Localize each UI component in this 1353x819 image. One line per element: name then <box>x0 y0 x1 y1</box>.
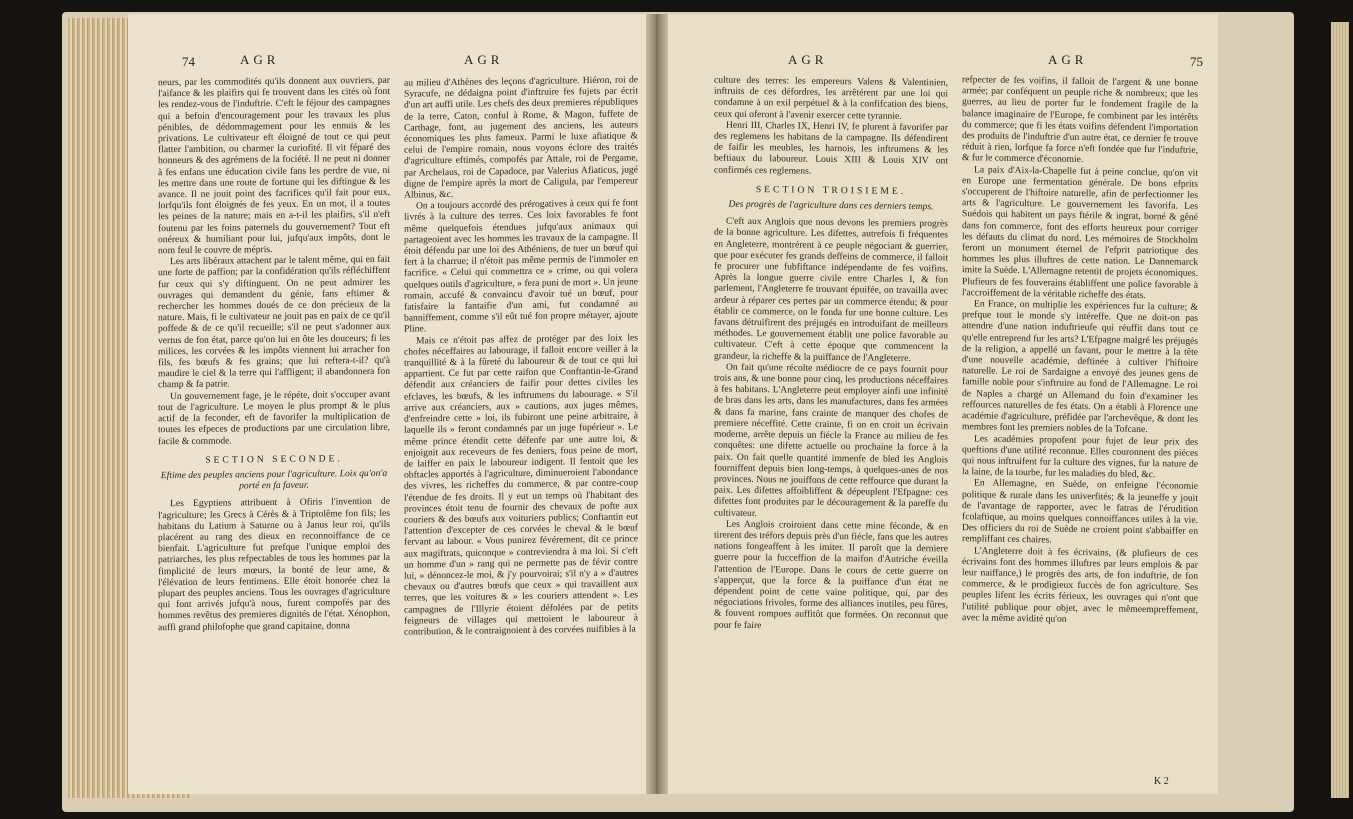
signature-mark: K 2 <box>1154 776 1169 787</box>
page-number-right: 75 <box>1190 54 1203 69</box>
paragraph: L'Angleterre doit à fes écrivains, (& plufieurs de ces écrivains font des hommes illuftres par leurs emplois & par leur naiffance,) le progrès des arts, de fon induftrie, de fon commerce, & le prodigieux fuccès de fon agriculture. Ses peuples lifent les écrits férieux, les ouvrages qui n'ont que l'utilité publique pour objet, avec le mêmeempreffement, avec la même avidité qu'on <box>962 544 1198 625</box>
paragraph: C'eft aux Anglois que nous devons les premiers progrès de la bonne agriculture. Les difettes, autrefois fi fréquentes en Angleterre, montrérent à ce peuple négociant & guerrier, que pour exécuter fes grands deffeins de commerce, il falloit fe procurer une fubfiftance indépendante de fes voifins. Après la longue guerre civile entre Charles I, & fon parlement, l'Angleterre fe trouvant épuifée, on travailla avec ardeur à réparer ces pertes par un commerce étendu; & pour établir ce commerce, on le fonda fur une bonne culture. Les favans détruifirent des préjugés en introduifant de meilleurs méthodes. Le gouvernement établit une police favorable au cultivateur. C'eft à cette époque que commencent la grandeur, la richeffe & la puiffance de l'Angleterre. <box>714 215 948 364</box>
running-head-right-col1: AGR <box>788 52 828 67</box>
right-page-column-1 <box>714 75 948 778</box>
paragraph: refpecter de fes voifins, il falloit de l'argent & une bonne armée; par conféquent un peuple riche & nombreux; que les guerres, au lieu de porter fur le fondement fragile de la balance imaginaire de l'Europe, fe combinent par les intérêts du commerce; que fi les états voifins défendent l'importation des produits de l'induftrie d'un autre état, ce dernier fe trouve réduit à rien, lorfque fa force n'eft fondée que fur l'induftrie, & fur le commerce d'économie. <box>962 74 1198 166</box>
section-heading: SECTION TROISIEME. <box>755 183 907 197</box>
running-head-left-col1: AGR <box>240 52 280 67</box>
paragraph: au milieu d'Athènes des leçons d'agriculture. Hiéron, roi de Syracufe, ne dédaigna point d'inftruire fes fujets par écrit d'un art auffi utile. Les chefs des deux premieres républiques de la terre, Caton, conful à Rome, & Magon, fuffete de Carthage, font, au jugement des anciens, les auteurs économiques les plus fameux. Parmi le luxe afiatique & celui de l'empire romain, nous voyons éclore des traités d'agriculture eftimés, compofés par Attale, roi de Pergame, par Archelaus, roi de Capadoce, par Valerius Afiaticus, jugé digne de l'empire après la mort de Caligula, par l'empereur Albinus, &c. <box>404 74 638 201</box>
paragraph: En Allemagne, en Suède, on enfeigne l'économie politique & rurale dans les univerfités; & la jeuneffe y jouit de l'avantage de rapporter, avec le fatras de l'érudition fcolaftique, au moins quelques connoiffances utiles à la vie. Des officiers du roi de Suède ne croient point s'abbaiffer en rempliffant ces chaires. <box>962 477 1198 546</box>
paragraph: En France, on multiplie les expériences fur la culture; & prefque tout le monde s'y intéreffe. Que ne doit-on pas attendre d'une nation induftrieufe qui réuffit dans tout ce qu'elle entreprend fur les arts? L'Efpagne malgré les préjugés de la religion, a appellé un favant, pour le mettre à la tête d'une nouvelle académie, deftinée à cultiver l'hiftoire naturelle. Le roi de Sardaigne a envoyé des jeunes gens de famille noble pour s'inftruire au fond de l'Allemagne. Le roi de Naples a chargé un Allemand du foin d'examiner les reffources naturelles de fes états. On a établi à Florence une académie d'agriculture, préfidée par l'archevêque, & dont les membres font les premiers nobles de la Tofcane. <box>962 298 1198 436</box>
page-number-left: 74 <box>182 54 195 69</box>
paragraph: Les Anglois croiroient dans cette mine féconde, & en tirerent des tréfors depuis près d'un fiécle, fans que les autres nations fongeaffent à les imiter. Il paroît que la derniere guerre pour la fucceffion de la maifon d'Autriche éveilla l'attention de l'Europe. Dans le cours de cette guerre on s'apperçut, que la force & la puiffance d'un état ne dépendent point de cette vaine politique, qui, par des négociations frivoles, forme des alliances inutiles, peu fûres, & fouvent rompues auffitôt que formées. On reconnut que pour fe faire <box>714 518 948 631</box>
book-gutter <box>646 14 668 794</box>
running-head-left-col2: AGR <box>464 52 504 67</box>
section-subtitle: Eftime des peuples anciens pour l'agriculture. Loix qu'on'a porté en fa faveur. <box>160 467 388 492</box>
right-page-column-2 <box>962 74 1198 770</box>
paragraph: Henri III, Charles IX, Henri IV, fe plurent à favorifer par des reglemens les habitans de la campagne. Ils défendirent de faifir les meubles, les harnois, les inftrumens & les beftiaux du laboureur. Louis XIII & Louis XIV ont confirmés ces reglemens. <box>714 119 948 177</box>
left-page <box>128 14 646 794</box>
paragraph: Mais ce n'étoit pas affez de protéger par des loix les chofes néceffaires au labourage, il falloit encore veiller à la tranquillité & à la fûreté du laboureur & de tout ce qui lui appartient. Ce fut par cette raifon que Conftantin-le-Grand défendit aux créanciers de faifir pour dettes civiles les efclaves, les bœufs, & les inftrumens du labourage. « S'il arrive aux créanciers, aux » cautions, aux juges mêmes, d'enfreindre cette » loi, ils fubiront une peine arbitraire, à laquelle ils » feront condamnés par un juge fupérieur ». Le même prince étendit cette défenfe par une autre loi, & enjoignit aux receveurs de fes deniers, fous peine de mort, de laiffer en paix le laboureur indigent. Il fentoit que les obftacles apportés à l'agriculture, diminueroient l'abondance des vivres, les richeffes du commerce, & par contre-coup l'étendue de fes droits. Il y eut un temps où l'habitant des provinces étoit tenu de fournir des chevaux de pofte aux couriers & des bœufs aux voituriers publics; Conftantin eut l'attention d'excepter de ces corvées le cheval & le bœuf fervant au labour. « Vous punirez févérement, dit ce prince aux magiftrats, quiconque » contreviendra à ma loi. Si c'eft un homme d'un » rang qui ne permette pas de févir contre lui, » dénoncez-le moi, & j'y pourvoirai; s'il n'y a » d'autres chevaux ou d'autres bœufs que ceux » qui travaillent aux terres, que les voitures & » les couriers attendent ». Les campagnes de l'Illyrie étoient défolées par de petits feigneurs de villages qui mettoient le laboureur à contribution, & le contraignoient à des corvées nuifibles à la <box>404 332 638 638</box>
page-edges-right <box>1331 22 1349 798</box>
right-page <box>668 14 1218 794</box>
left-page-column-2 <box>404 74 638 782</box>
paragraph: Les Egyptiens attribuent à Ofiris l'invention de l'agriculture; les Grecs à Cérès & à Triptolême fon fils; les habitans du Latium à Saturne ou à Janus leur roi, qu'ils placérent au rang des dieux en reconnoiffance de ce bienfait. L'agriculture fut prefque l'unique emploi des patriarches, les plus refpectables de tous les hommes par la fimplicité de leurs mœurs, la bonté de leur ame, & l'élévation de leurs fentimens. Elle étoit honorée chez la plupart des peuples anciens. Tous les ouvrages d'agriculture qui font arrivés jufqu'à nous, furent compofés par des hommes revêtus des premieres dignités de l'état. Xénophon, auffi grand philofophe que grand capitaine, donna <box>158 496 390 633</box>
paragraph: Un gouvernement fage, je le répéte, doit s'occuper avant tout de l'agriculture. Le moyen le plus prompt & le plus actif de la feconder, eft de favorifer la multiplication de toutes les efpeces de productions par une circulation libre, facile & commode. <box>158 388 390 447</box>
paragraph: On fait qu'une récolte médiocre de ce pays fournit pour trois ans, & une bonne pour cinq, les productions néceffaires à fes habitans. L'Angleterre peut employer ainfi une infinité de bras dans les arts, dans les manufactures, dans fes armées & dans fa marine, fans crainte de manquer des chofes de premiere néceffité. Cette crainte, fi on en croit un écrivain moderne, arrête depuis un fiécle la France au milieu de fes conquêtes: une difette actuelle ou prochaine la force à la paix. On fait quelle quantité immenfe de bled les Anglois fourniffent depuis bien long-temps, à quelques-unes de nos provinces. Nous ne jouiffons de cette reffource que durant la paix. Les difettes affoibliffent & dépeuplent l'Efpagne: ces difettes font produites par le découragement & la pareffe du cultivateur. <box>714 361 948 519</box>
paragraph: La paix d'Aix-la-Chapelle fut à peine conclue, qu'on vit en Europe une fermentation générale. De bons efprits s'occuperent de l'hiftoire naturelle, afin de perfectionner les arts & l'agriculture. Le gouvernement les favorifa. Les Suédois qui habitent un pays ftérile & ingrat, borné & gêné dans fon commerce, font des efforts heureux pour corriger les défauts du climat du nord. Les mémoires de Stockholm feront un monument éternel de l'efprit patriotique des hommes les plus illuftres de cette nation. Le Dannemarck imite la Suède. L'Allemagne retentit de projets économiques. Plufieurs de fes fouverains établiffent une police favorable à l'accroiffement de la véritable richeffe des états. <box>962 163 1198 301</box>
section-heading: SECTION SECONDE. <box>205 452 343 466</box>
running-head-right-col2: AGR <box>1048 52 1088 67</box>
paragraph: Les arts libéraux attachent par le talent même, qui en fait une forte de paffion; par la confidération qu'ils réfléchiffent fur ceux qui s'y diftinguent. On ne peut admirer les ouvrages qui demandent du génie, fans eftimer & rechercher les hommes doués de ce don précieux de la nature. Mais, fi le cultivateur ne jouit pas en paix de ce qu'il poffede & de ce qu'il recueille; s'il ne peut s'adonner aux vertus de fon état, parce qu'on lui en ôte les douceurs; fi les milices, les corvées & les impôts viennent lui arracher fon fils, fes bœufs & fes grains; que lui reftera-t-il? qu'à maudire le ciel & la terre qui l'affligent; il abandonnera fon champ & fa patrie. <box>158 254 390 391</box>
section-subtitle: Des progrès de l'agriculture dans ces derniers temps. <box>728 198 934 213</box>
left-page-column-1 <box>158 75 390 777</box>
paragraph: neurs, par les commodités qu'ils donnent aux ouvriers, par l'aifance & les plaifirs qui fe trouvent dans les cités où font les rendez-vous de l'induftrie. C'eft le féjour des campagnes qui a befoin d'encouragement pour les travaux les plus pénibles, de dédommagement pour les ennuis & les privations. Le cultivateur eft éloigné de tout ce qui peut flatter l'ambition, ou charmer la curiofité. Il vit féparé des honneurs & des agrémens de la fociété. Il ne peut ni donner à fes enfans une éducation civile fans les perdre de vue, ni les mettre dans une route de fortune qui les diftingue & les avance. Il ne jouit point des facrifices qu'il fait pour eux, lorfqu'ils font éloignés de fes yeux. En un mot, il a toutes les peines de la nature; mais en a-t-il les plaifirs, s'il n'eft foutenu par les foins paternels du gouvernement? Tout eft onéreux & humiliant pour lui, jufqu'aux impôts, dont le nom feul le couvre de mépris. <box>158 74 390 257</box>
paragraph: Les académies propofent pour fujet de leur prix des queftions d'une utilité reconnue. Elles couronnent des piéces qui nous inftruifent fur la culture des vignes, fur la nature de la laine, de la tourbe, fur les maladies du bled, &c. <box>962 432 1198 481</box>
paragraph: On a toujours accordé des prérogatives à ceux qui fe font livrés à la culture des terres. Ces loix favorables fe font même quelquefois étendues jufqu'aux animaux qui partageoient avec les hommes les travaux de la campagne. Il étoit défendu par une loi des Athéniens, de tuer un bœuf qui fert à la charrue; il n'étoit pas même permis de l'immoler en facrifice. « Celui qui commettra ce » crime, ou qui volera quelques outils d'agriculture, » fera puni de mort ». Un jeune romain, accufé & convaincu d'avoir tué un bœuf, pour fatisfaire la fantaifie d'un ami, fut condamné au banniffement, comme s'il eût tué fon propre métayer, ajoute Pline. <box>404 197 638 336</box>
paragraph: culture des terres: les empereurs Valens & Valentinien, inftruits de ces défordres, les arrêtérent par une loi qui condamne à un exil perpétuel & à la confifcation des biens, ceux qui oferont à l'avenir exercer cette tyrannie. <box>714 74 948 122</box>
